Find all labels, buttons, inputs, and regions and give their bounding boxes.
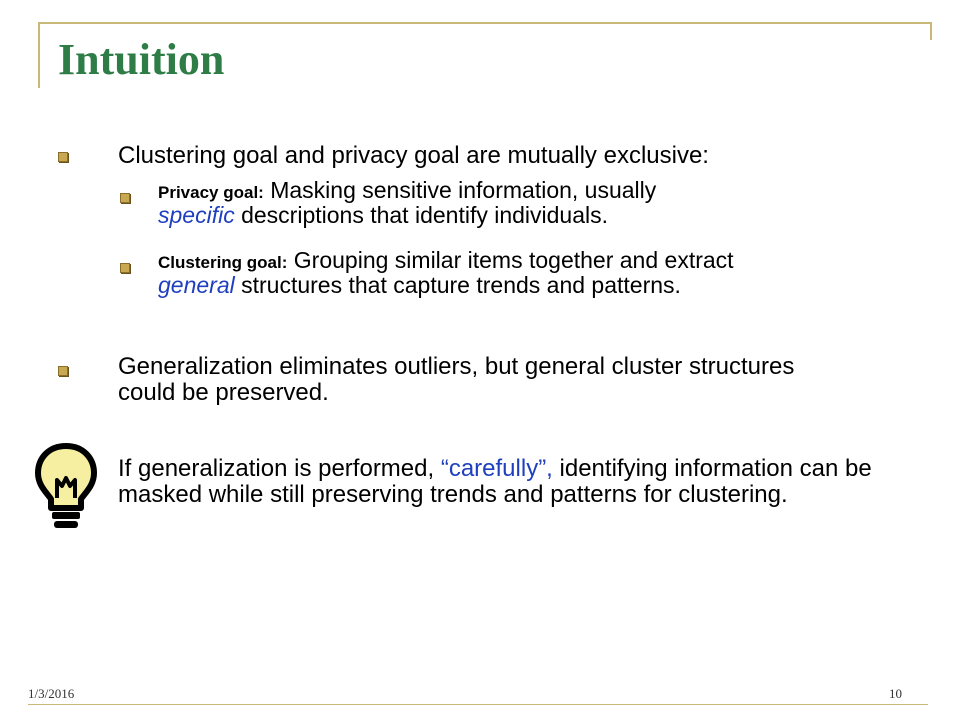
- clustering-goal-text-cont: structures that capture trends and patterns.: [234, 272, 681, 299]
- bullet-text-privacy-goal: [158, 178, 918, 229]
- careful-text-b: identifying information can be masked while still preserving trends and patterns for clustering.: [118, 455, 872, 509]
- privacy-goal-label: Privacy goal:: [158, 183, 264, 202]
- footer-rule: [28, 704, 928, 705]
- frame-top-rule: [38, 22, 932, 24]
- bullet-text-careful-generalization: [118, 456, 878, 509]
- careful-text-a: If generalization is performed,: [118, 455, 441, 482]
- footer-date: 1/3/2016: [28, 686, 75, 701]
- slide-title: Intuition: [58, 35, 225, 84]
- bullet-text: Clustering goal and privacy goal are mutually exclusive:: [118, 142, 709, 169]
- bullet-text-generalization: [118, 354, 858, 407]
- bullet-text-clustering-privacy: [118, 143, 918, 169]
- emphasis-general: general: [158, 272, 235, 299]
- bullet-marker: [58, 366, 68, 376]
- lightbulb-icon: [34, 442, 98, 532]
- privacy-goal-text-cont: descriptions that identify individuals.: [234, 202, 609, 229]
- clustering-goal-label: Clustering goal:: [158, 253, 288, 272]
- frame-right-rule: [930, 22, 932, 40]
- clustering-goal-text: Grouping similar items together and extract: [287, 247, 734, 273]
- bullet-text: Generalization eliminates outliers, but general cluster structures could be preserved.: [118, 353, 795, 407]
- bullet-text-clustering-goal: [158, 248, 928, 299]
- page-number: 10: [889, 686, 902, 701]
- bullet-marker: [120, 263, 130, 273]
- emphasis-specific: specific: [158, 202, 235, 229]
- emphasis-carefully: “carefully”,: [440, 455, 553, 482]
- bullet-marker: [120, 193, 130, 203]
- bullet-marker: [58, 152, 68, 162]
- privacy-goal-text: Masking sensitive information, usually: [263, 177, 657, 203]
- frame-left-rule: [38, 22, 40, 88]
